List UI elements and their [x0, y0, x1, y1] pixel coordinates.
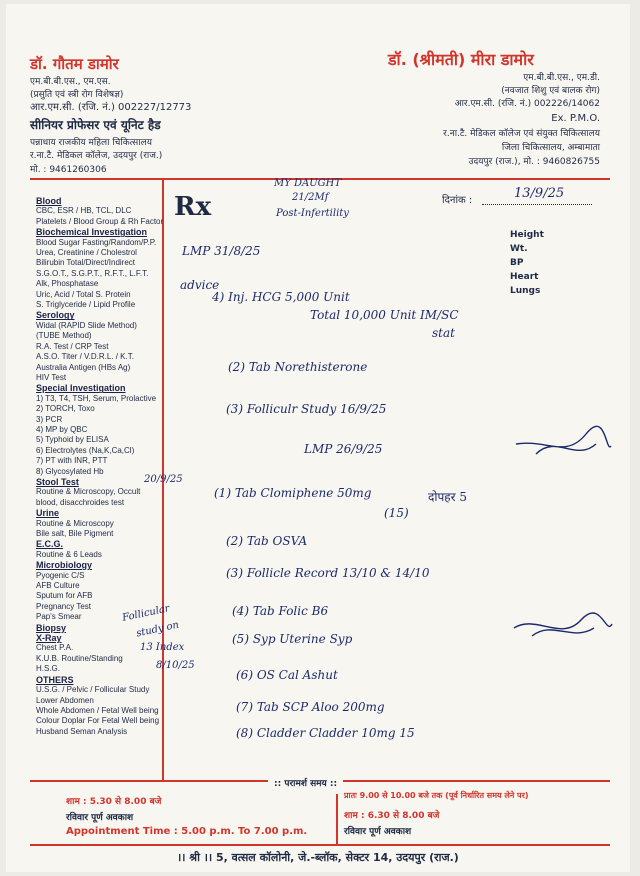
test-section-heading: Urine: [36, 508, 60, 519]
test-section-heading: Biopsy: [36, 622, 67, 633]
test-section-heading: X-Ray: [36, 633, 62, 644]
hw-rx-6: (6) OS Cal Ashut: [236, 668, 338, 682]
footer-left-sunday: रविवार पूर्ण अवकाश: [66, 813, 134, 823]
test-item: Whole Abdomen / Fetal Well being: [36, 705, 159, 715]
test-item: Pregnancy Test: [36, 601, 91, 611]
vital-bp: BP: [510, 258, 524, 268]
test-item: 1) T3, T4, TSH, Serum, Prolactive: [36, 393, 157, 403]
consult-time-label: :: परामर्श समय ::: [268, 776, 343, 789]
test-section-heading: OTHERS: [36, 674, 74, 685]
test-section-heading: Blood: [36, 196, 62, 206]
test-item: 7) PT with INR, PTT: [36, 456, 108, 466]
test-item: Chest P.A.: [36, 643, 74, 653]
test-item: Pyogenic C/S: [36, 570, 85, 580]
footer-appointment: Appointment Time : 5.00 p.m. To 7.00 p.m.: [66, 826, 308, 837]
test-item: Widal (RAPID Slide Method): [36, 320, 137, 330]
signature-scribble-top: [506, 424, 616, 464]
test-item: 3) PCR: [36, 414, 63, 424]
hw-advice: advice: [180, 278, 220, 292]
left-doctor-specialty: (प्रसुति एवं स्त्री रोग विशेषज्ञ): [30, 90, 124, 100]
test-item: Sputum for AFB: [36, 591, 93, 601]
hw-rx-2: (2) Tab OSVA: [226, 534, 308, 548]
hw-lmp-1: LMP 31/8/25: [182, 244, 261, 258]
test-section-heading: Serology: [36, 310, 75, 321]
rx-symbol: Rx: [174, 192, 212, 222]
test-item: Routine & Microscopy: [36, 518, 114, 528]
hw-rx-1: (1) Tab Clomiphene 50mg: [214, 486, 372, 500]
hw-line-3: (3) Folliculr Study 16/9/25: [226, 402, 387, 416]
date-label: दिनांक :: [442, 195, 473, 206]
test-item: CBC, ESR / HB, TCL, DLC: [36, 206, 132, 216]
left-doctor-title: सीनियर प्रोफेसर एवं यूनिट हैड: [30, 118, 161, 132]
test-item: R.A. Test / CRP Test: [36, 341, 109, 351]
test-item: (TUBE Method): [36, 331, 92, 341]
test-item: 5) Typhoid by ELISA: [36, 435, 109, 445]
left-doctor-name: डॉ. गौतम डामोर: [30, 55, 119, 73]
test-item: A.S.O. Titer / V.D.R.L. / K.T.: [36, 352, 134, 362]
left-doctor-degree: एम.बी.बी.एस., एम.एस.: [30, 77, 111, 87]
right-doctor-post: Ex. P.M.O.: [551, 113, 600, 124]
footer-right-morning: प्रातः 9.00 से 10.00 बजे तक (पूर्व निर्धारित समय लेने पर): [344, 791, 529, 800]
test-section-heading: Biochemical Investigation: [36, 227, 148, 238]
hw-line-1: 4) Inj. HCG 5,000 Unit: [212, 290, 350, 304]
test-item: Bile salt, Bile Pigment: [36, 529, 114, 538]
prescription-page: [6, 4, 630, 872]
right-doctor-degree: एम.बी.बी.एस., एम.डी.: [523, 73, 600, 83]
address-divider: [30, 844, 610, 846]
hw-rx-8: (8) Cladder Cladder 10mg 15: [236, 726, 415, 740]
test-item: 2) TORCH, Toxo: [36, 404, 95, 414]
test-item: K.U.B. Routine/Standing: [36, 653, 123, 663]
vital-heart: Heart: [510, 272, 539, 282]
test-section-heading: Special Investigation: [36, 383, 126, 394]
hw-side-1: Follicular: [121, 603, 171, 624]
test-item: blood, disacchroides test: [36, 497, 125, 507]
test-section-heading: E.C.G.: [36, 539, 64, 550]
hw-rx-5: (5) Syp Uterine Syp: [232, 632, 353, 646]
right-doctor-specialty: (नवजात शिशु एवं बालक रोग): [501, 86, 600, 96]
hw-rx-3: (3) Follicle Record 13/10 & 14/10: [226, 566, 430, 580]
hw-rx-7: (7) Tab SCP Aloo 200mg: [236, 700, 385, 714]
test-item: Urea, Creatinine / Cholestrol: [36, 248, 137, 258]
hw-lmp-2: LMP 26/9/25: [304, 442, 383, 456]
test-item: Uric, Acid / Total S. Protein: [36, 289, 131, 299]
test-item: Lower Abdomen: [36, 695, 94, 705]
hw-line-2: (2) Tab Norethisterone: [228, 360, 368, 374]
footer-split: [336, 794, 338, 844]
test-item: S. Triglyceride / Lipid Profile: [36, 300, 136, 310]
vital-lungs: Lungs: [510, 286, 541, 296]
hw-top-note-3: Post-Infertility: [276, 208, 349, 219]
test-item: Blood Sugar Fasting/Random/P.P.: [36, 237, 157, 247]
hw-line-1b: Total 10,000 Unit IM/SC: [310, 308, 459, 322]
test-item: AFB Culture: [36, 581, 80, 591]
hw-stat: stat: [432, 326, 455, 340]
test-item: 4) MP by QBC: [36, 424, 88, 434]
test-item: H.S.G.: [36, 664, 61, 674]
hw-top-note-2: 21/2Mf: [292, 192, 329, 203]
hw-rx-1b: दोपहर 5: [428, 490, 468, 504]
right-doctor-hospital: जिला चिकित्सालय, अम्बामाता: [501, 143, 600, 153]
test-item: Routine & 6 Leads: [36, 549, 102, 559]
hw-side-date: 20/9/25: [144, 474, 183, 485]
left-doctor-reg: आर.एम.सी. (रजि. नं.) 002227/12773: [30, 102, 192, 113]
vitals-list: [510, 228, 544, 298]
test-item: U.S.G. / Pelvic / Follicular Study: [36, 685, 150, 695]
right-doctor-college: र.ना.टै. मेडिकल कॉलेज एवं संयुक्त चिकित्सालय: [443, 129, 600, 139]
date-underline: [482, 204, 592, 205]
hw-side-2: study on: [135, 619, 180, 640]
test-item: Routine & Microscopy, Occult: [36, 487, 141, 497]
test-item: 8) Glycosylated Hb: [36, 466, 104, 476]
test-item: Pap's Smear: [36, 612, 82, 622]
test-item: Australia Antigen (HBs Ag): [36, 362, 131, 372]
left-doctor-hospital: पन्नाधाय राजकीय महिला चिकित्सालय: [30, 138, 152, 148]
footer-left-time: शाम : 5.30 से 8.00 बजे: [66, 797, 162, 807]
left-doctor-college: र.ना.टै. मेडिकल कॉलेज, उदयपुर (राज.): [30, 151, 163, 161]
test-item: HIV Test: [36, 372, 67, 382]
test-item: Platelets / Blood Group & Rh Factor: [36, 216, 164, 226]
test-item: Alk, Phosphatase: [36, 279, 99, 289]
test-item: S.G.O.T., S.G.P.T., R.F.T., L.F.T.: [36, 268, 149, 278]
test-section-heading: Stool Test: [36, 476, 79, 487]
footer-address: ।। श्री ।। 5, वत्सल कॉलोनी, जे.-ब्लॉक, सेक्टर 14, उदयपुर (राज.): [177, 851, 459, 864]
left-doctor-mobile: मो. : 9461260306: [30, 165, 107, 175]
investigations-list: [36, 196, 171, 737]
hw-rx-1c: (15): [384, 506, 409, 520]
hw-rx-4: (4) Tab Folic B6: [232, 604, 329, 618]
vital-height: Height: [510, 230, 544, 240]
footer-right-sunday: रविवार पूर्ण अवकाश: [344, 827, 412, 837]
signature-scribble-bottom: [506, 606, 616, 646]
test-section-heading: Microbiology: [36, 560, 92, 571]
test-item: Husband Seman Analysis: [36, 726, 128, 736]
right-doctor-reg: आर.एम.सी. (रजि. नं.) 002226/14062: [454, 99, 600, 109]
hw-side-4: 8/10/25: [156, 660, 195, 671]
right-doctor-name: डॉ. (श्रीमती) मीरा डामोर: [388, 50, 534, 69]
test-item: 6) Electrolytes (Na,K,Ca,Cl): [36, 445, 135, 455]
test-item: Bilirubin Total/Direct/Indirect: [36, 258, 136, 268]
test-item: Colour Doplar For Fetal Well being: [36, 716, 160, 726]
date-value: 13/9/25: [514, 186, 565, 201]
footer-right-evening: शाम : 6.30 से 8.00 बजे: [344, 811, 440, 821]
vital-weight: Wt.: [510, 244, 528, 254]
hw-side-3: 13 Index: [140, 642, 185, 653]
right-doctor-mobile: उदयपुर (राज.), मो. : 9460826755: [468, 157, 600, 167]
hw-top-note-1: MY DAUGHT: [274, 178, 342, 189]
